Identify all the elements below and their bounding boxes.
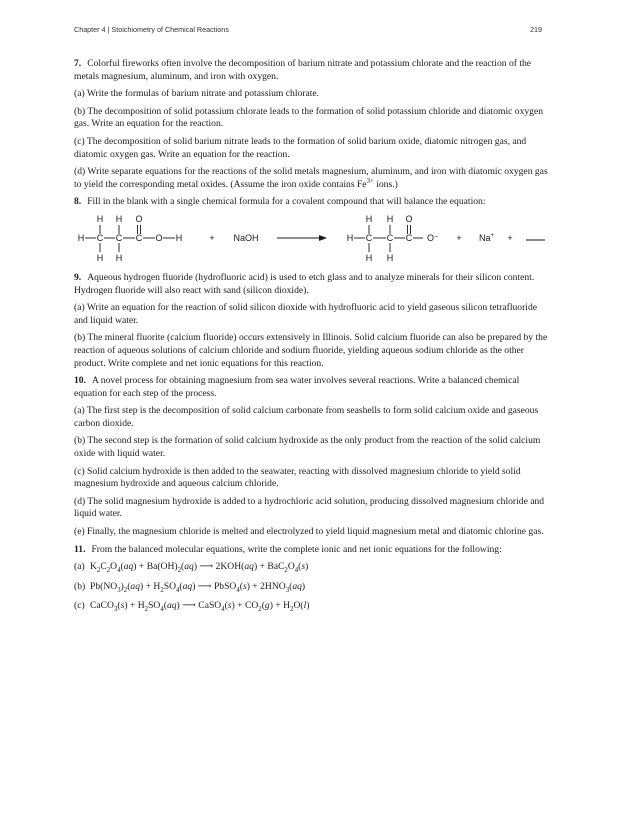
question-11 [74, 544, 552, 557]
plus-sign: + [507, 232, 513, 243]
question-number: 8. [74, 196, 82, 208]
atom-h: H [77, 232, 85, 243]
question-9a: (a) Write an equation for the reaction of solid silicon dioxide with hydrofluoric acid to yield gaseous silicon tetrafluoride and liquid water. [74, 302, 538, 326]
question-number: 10. [74, 375, 86, 387]
product-molecule [347, 214, 439, 263]
atom-h: H [365, 252, 373, 263]
question-10c: (c) Solid calcium hydroxide is then added to the seawater, reacting with dissolved magnesium chloride to yield solid magnesium hydroxide and aqueous calcium chloride. [74, 465, 521, 490]
structural-equation-svg [74, 212, 552, 268]
question-7a: (a) Write the formulas of barium nitrate and potassium chlorate. [74, 88, 320, 100]
question-7d: (d) Write separate equations for the reactions of the solid metals magnesium, aluminum, and iron with diatomic oxygen gas to yield the corresponding metal oxides. (Assume the iron oxide contains $Fe^{3+}$ ions.) [74, 166, 548, 190]
question-9b: (b) The mineral fluorite (calcium fluoride) occurs extensively in Illinois. Solid calcium fluoride can also be prepared by the reaction of aqueous solutions of calcium chloride and sodium fluoride, yielding aqueous sodium chloride as the other product. Write complete and net ionic equations for this reaction. [74, 332, 548, 369]
structural-equation [74, 212, 552, 268]
atom-h: H [365, 213, 373, 224]
equation-label: (a) [74, 561, 85, 573]
page-number: 219 [530, 25, 542, 34]
reactant-molecule [78, 214, 183, 263]
atom-h: H [386, 213, 394, 224]
question-text: A novel process for obtaining magnesium from sea water involves several reactions. Write a balanced chemical equation for each step of the process. [74, 375, 520, 399]
question-number: 11. [74, 543, 86, 555]
atom-c: C [115, 232, 123, 243]
question-text: Aqueous hydrogen fluoride (hydrofluoric acid) is used to etch glass and to analyze minerals for their silicon content. Hydrogen fluoride will also react with sand (silicon dioxide). [74, 271, 535, 296]
atom-h: H [175, 232, 183, 243]
atom-h: H [386, 252, 394, 263]
question-8 [74, 196, 552, 209]
atom-c: C [386, 232, 394, 243]
question-number: 7. [74, 58, 82, 69]
question-10a: (a) The first step is the decomposition of solid calcium carbonate from seashells to form solid calcium oxide and gaseous carbon dioxide. [74, 405, 539, 429]
question-10d: (d) The solid magnesium hydroxide is added to a hydrochloric acid solution, producing dissolved magnesium chloride and liquid water. [74, 495, 545, 520]
question-number: 9. [74, 271, 82, 283]
equation-11c: (c) CaCO$_3$(s) + $H_2SO_4(aq)$ ⟶ CaSO$_4$(s) + $CO_2(g) + H_2O(l)$ [74, 600, 310, 614]
chapter-title: Chapter 4 | Stoichiometry of Chemical Reactions [74, 25, 229, 34]
page-header [74, 25, 542, 37]
question-10b: (b) The second step is the formation of solid calcium hydroxide as the only product from the reaction of the solid calcium oxide with liquid water. [74, 435, 541, 460]
sodium-ion: Na+ [479, 232, 495, 243]
equation-label: (b) [74, 580, 86, 592]
question-7c: (c) The decomposition of solid barium nitrate leads to the formation of solid barium oxide, diatomic nitrogen gas, and diatomic oxygen gas. Write an equation for the reaction. [74, 135, 527, 160]
question-7 [74, 58, 552, 83]
question-7b: (b) The decomposition of solid potassium chlorate leads to the formation of solid potassium chloride and diatomic oxygen gas. Write an equation for the reaction. [74, 105, 544, 130]
question-10 [74, 375, 552, 400]
atom-o: O [405, 213, 413, 224]
atom-h: H [115, 213, 123, 224]
reaction-arrow [277, 235, 327, 241]
question-text: From the balanced molecular equations, write the complete ionic and net ionic equations for the following: [91, 543, 502, 555]
equation-11b: (b) $Pb(NO_3)_2(aq) + H_2SO_4(aq)$ ⟶ PbSO$_4$(s) + $2HNO_3(aq)$ [74, 580, 306, 594]
plus-sign: + [209, 232, 215, 243]
atom-h: H [115, 252, 123, 263]
page-content [74, 58, 552, 620]
atom-c: C [135, 232, 143, 243]
oxide-anion: O⁻ [427, 232, 439, 243]
equation-label: (c) [74, 600, 85, 612]
equation-11a: (a) $K_2C_2O_4(aq) + Ba(OH)_2(aq)$ ⟶ $2KOH(aq) + BaC_2O_4(s)$ [74, 561, 309, 575]
question-9 [74, 272, 552, 297]
question-10e: (e) Finally, the magnesium chloride is melted and electrolyzed to yield liquid magnesium metal and diatomic chlorine gas. [74, 526, 544, 538]
atom-h: H [346, 232, 354, 243]
atom-c: C [405, 232, 413, 243]
question-text: Fill in the blank with a single chemical formula for a covalent compound that will balance the equation: [87, 196, 486, 208]
atom-c: C [365, 232, 373, 243]
naoh-label: NaOH [233, 232, 259, 243]
atom-o: O [135, 213, 143, 224]
plus-sign: + [456, 232, 462, 243]
question-text: Colorful fireworks often involve the decomposition of barium nitrate and potassium chlorate and the reaction of the metals magnesium, aluminum, and iron with oxygen. [74, 58, 532, 82]
atom-o: O [155, 232, 163, 243]
atom-h: H [96, 252, 104, 263]
atom-c: C [96, 232, 104, 243]
atom-h: H [96, 213, 104, 224]
